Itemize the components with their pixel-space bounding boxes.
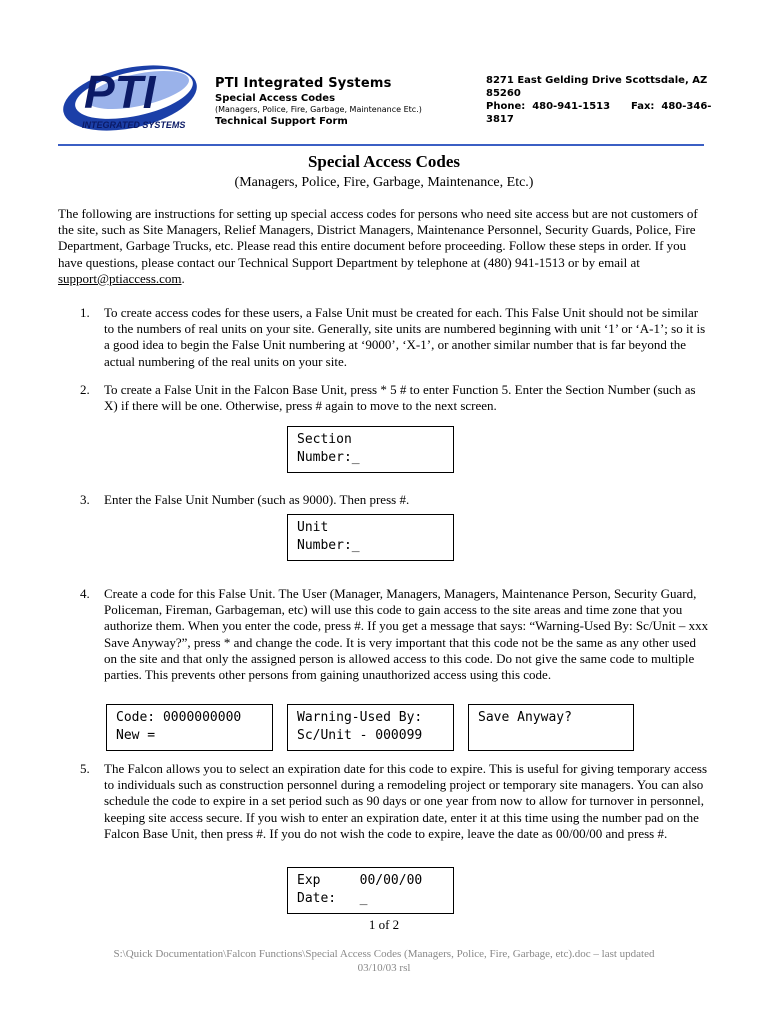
document-title: Special Access Codes — [307, 152, 461, 171]
company-block — [215, 76, 422, 127]
intro-end: . — [181, 270, 185, 286]
address-line2: 85260 — [486, 88, 521, 99]
lcd-warning — [287, 704, 454, 751]
fax-number-part1: 480-346- — [661, 101, 712, 112]
pti-logo-graphic — [60, 56, 200, 136]
fax-number-part2: 3817 — [486, 114, 514, 125]
intro-text: The following are instructions for setting up special access codes for persons who need site access but are not customers of the site, such as Site Managers, Relief Managers, District Managers, Maintenance Personnel, Security Guards, Police, Fire Department, Garbage Trucks, etc. Please read this entire document before proceeding. Follow these steps in order. If you have questions, please contact our Technical Support Department by telephone at (480) 941-1513 or by email at — [58, 206, 698, 270]
footer-line1: S:\Quick Documentation\Falcon Functions\Special Access Codes (Managers, Police, Fire, Garbage, etc).doc – last updated — [113, 948, 655, 960]
step-number: 3. — [80, 492, 90, 507]
step-text: To create a False Unit in the Falcon Base Unit, press * 5 # to enter Function 5. Enter the Section Number (such as X) if there will be one. Otherwise, press # again to move to the next screen. — [104, 382, 696, 414]
lcd-line: Date: _ — [297, 891, 368, 906]
header-divider — [58, 144, 704, 146]
logo-text: PTI — [84, 66, 156, 118]
lcd-save-anyway — [468, 704, 634, 751]
lcd-line: Section — [297, 432, 352, 447]
step-number: 5. — [80, 761, 90, 776]
lcd-line: Number:_ — [297, 450, 360, 465]
lcd-line: Warning-Used By: — [297, 710, 423, 725]
lcd-code-entry — [106, 704, 273, 751]
document-subtitle: (Managers, Police, Fire, Garbage, Maintenance, Etc.) — [234, 175, 534, 190]
footer-path — [60, 947, 708, 975]
step-text: Enter the False Unit Number (such as 9000). Then press #. — [104, 492, 410, 507]
page-number: 1 of 2 — [368, 917, 400, 932]
footer-line2: 03/10/03 rsl — [357, 962, 411, 974]
step-number: 2. — [80, 382, 90, 397]
step-text: To create access codes for these users, a False Unit must be created for each. This False Unit should not be similar to the numbers of real units on your site. Generally, site units are numbered beginning with unit ‘1’ or ‘A-1’; so it is a good idea to begin the False Unit numbering at ‘9000’, ‘X-1’, or another similar number that is far beyond the actual numbering of the real units on your site. — [104, 305, 706, 369]
step-number: 4. — [80, 586, 90, 601]
intro-paragraph — [58, 206, 708, 287]
logo-subtext: INTEGRATED SYSTEMS — [82, 120, 186, 130]
phone-number: 480-941-1513 — [532, 101, 611, 112]
lcd-expiration-date — [287, 867, 454, 914]
phone-label: Phone: — [486, 101, 526, 112]
lcd-line: Sc/Unit - 000099 — [297, 728, 423, 743]
address-line1: 8271 East Gelding Drive Scottsdale, AZ — [486, 75, 708, 86]
header-line3: Technical Support Form — [215, 116, 348, 127]
fax-label: Fax: — [630, 101, 655, 112]
lcd-line: Exp 00/00/00 — [297, 873, 423, 888]
support-email-link[interactable]: support@ptiaccess.com — [58, 270, 182, 286]
step-number: 1. — [80, 305, 90, 320]
lcd-unit-number — [287, 514, 454, 561]
step-text: The Falcon allows you to select an expiration date for this code to expire. This is useful for giving temporary access to individuals such as construction personnel during a remodeling project or temporary site managers. You can also schedule the code to expire in a set period such as 90 days or one year from now to allow for turnover in personnel, keeping site access secure. If you wish to enter an expiration date, enter it at this time using the number pad on the Falcon Base Unit, then press #. If you do not wish the code to expire, leave the date as 00/00/00 and press #. — [104, 761, 708, 841]
header-line2: (Managers, Police, Fire, Garbage, Maintenance Etc.) — [215, 105, 422, 114]
lcd-line: New = — [116, 728, 156, 743]
lcd-line: Number:_ — [297, 538, 360, 553]
pti-logo — [60, 56, 200, 136]
header-line1: Special Access Codes — [215, 93, 336, 104]
lcd-line: Unit — [297, 520, 329, 535]
lcd-line: Code: 0000000000 — [116, 710, 242, 725]
contact-block — [486, 74, 712, 126]
company-name: PTI Integrated Systems — [215, 76, 392, 91]
step-text: Create a code for this False Unit. The User (Manager, Managers, Managers, Maintenance Person, Security Guard, Policeman, Fireman, Garbageman, etc) will use this code to gain access to the site areas and time zone that you authorize them. When you enter the code, press #. If you get a message that says: “Warning-Used By: Sc/Unit – xxx Save Anyway?”, press * and change the code. It is very important that this code not be the same as any other used on the site and that only the assigned person is allowed access to this code. Do not give the same code to multiple parties. This prevents other persons from gaining unauthorized access using this code. — [104, 586, 709, 683]
lcd-line: Save Anyway? — [478, 710, 572, 725]
phone-fax-line — [486, 100, 712, 113]
lcd-section-number — [287, 426, 454, 473]
